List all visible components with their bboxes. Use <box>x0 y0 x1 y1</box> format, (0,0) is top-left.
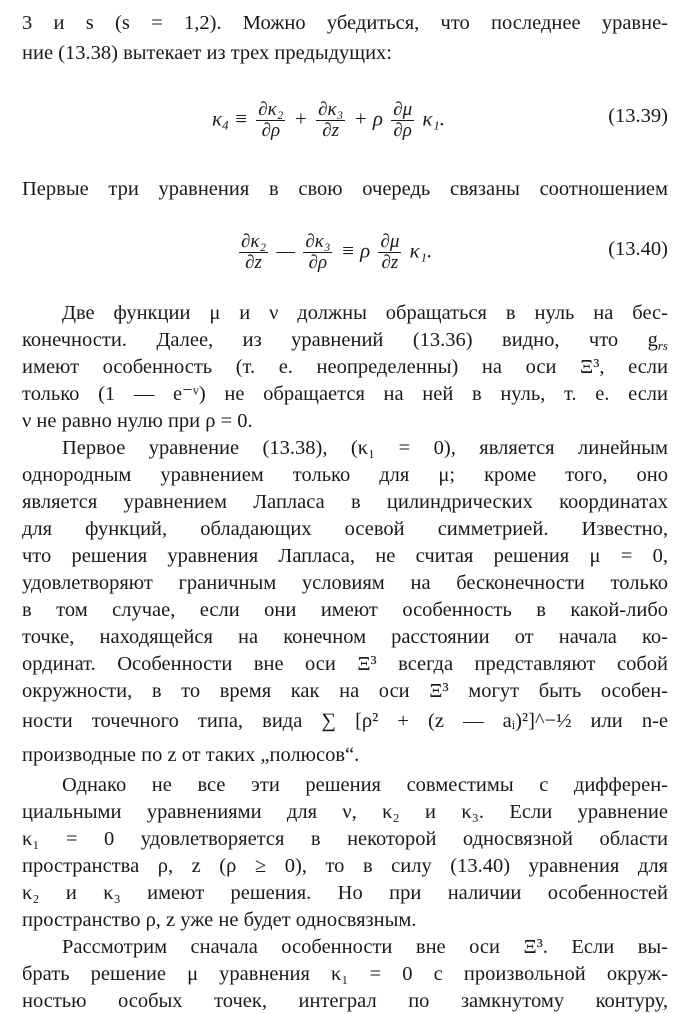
text-line: κ₁ = 0 удовлетворяется в некоторой односвязной области <box>22 828 668 850</box>
text-line: пространство ρ, z уже не будет односвязным. <box>22 909 417 931</box>
text-line: однородным уравнением только для μ; кроме того, оно <box>22 464 668 486</box>
text-line: Две функции μ и ν должны обращаться в нуль на бес- <box>62 302 668 324</box>
fraction: $\frac{\text{∂κ₂}}{\partial z}$ <box>241 231 267 273</box>
fraction: $\frac{\text{∂κ₃}}{\partial\rho}$ <box>305 231 331 273</box>
text-line: пространства ρ, z (ρ ≥ 0), то в силу (13.40) уравнения для <box>22 855 668 877</box>
minus-sign: — <box>276 238 296 263</box>
text-line: что решения уравнения Лапласа, не считая решения μ = 0, <box>22 545 668 567</box>
eq-tail: κ₁. <box>422 106 446 131</box>
text-line: 3 и s (s = 1,2). Можно убедиться, что последнее уравне- <box>22 12 668 34</box>
text-line: ние (13.38) вытекает из трех предыдущих: <box>22 42 393 64</box>
eq-tail: κ₁. <box>409 238 433 263</box>
text-line: для функций, обладающих осевой симметрией. Известно, <box>22 518 668 540</box>
text-line: брать решение μ уравнения κ₁ = 0 с произвольной окруж- <box>22 963 668 985</box>
text-line: только (1 — e⁻ᵛ) не обращается на ней в нуль, т. е. если <box>22 383 668 405</box>
text-line: κ₂ и κ₃ имеют решения. Но при наличии особенностей <box>22 882 668 904</box>
text-line: Однако не все эти решения совместимы с дифферен- <box>62 774 668 796</box>
eq-lhs: κ <box>212 106 223 131</box>
equation-13-40 <box>236 232 668 273</box>
text-line: ности точечного типа, вида ∑ [ρ² + (z — aᵢ)²]^−½ или n-е <box>22 710 668 732</box>
text-line: удовлетворяют граничным условиям на бесконечности только <box>22 572 668 594</box>
equation-number: (13.39) <box>608 105 668 127</box>
text-line: производные по z от таких „полюсов“. <box>22 744 360 766</box>
text-line: циальными уравнениями для ν, κ₂ и κ₃. Если уравнение <box>22 801 668 823</box>
identity-rho: ≡ ρ <box>340 238 371 263</box>
text-line: имеют особенность (т. е. неопределенны) на оси Ξ³, если <box>22 356 668 378</box>
text-line: точке, находящейся на конечном расстоянии от начала ко- <box>22 626 668 648</box>
equation-13-39 <box>212 100 668 141</box>
text-line: в том случае, если они имеют особенность в какой-либо <box>22 599 668 621</box>
plus-rho: + ρ <box>353 106 383 131</box>
text-line: Первые три уравнения в свою очередь связаны соотношением <box>22 178 668 200</box>
fraction: $\frac{\partial\mu}{\partial\rho}$ <box>393 99 413 141</box>
text-line: ν не равно нулю при ρ = 0. <box>22 410 253 432</box>
text-line: ординат. Особенности вне оси Ξ³ всегда представляют собой <box>22 653 668 675</box>
text-line: конечности. Далее, из уравнений (13.36) видно, что $g_{rs}$ <box>22 329 668 353</box>
fraction: $\frac{\text{∂κ₂}}{\partial\rho}$ <box>258 99 284 141</box>
text-line: окружности, в то время как на оси Ξ³ могут быть особен- <box>22 680 668 702</box>
text-line: Первое уравнение (13.38), (κ₁ = 0), является линейным <box>62 437 668 459</box>
identity-sign: ≡ <box>233 106 249 131</box>
fraction: $\frac{\partial\mu}{\partial z}$ <box>380 231 400 273</box>
equation-number: (13.40) <box>608 238 668 260</box>
text-line: является уравнением Лапласа в цилиндрических координатах <box>22 491 668 513</box>
eq-lhs-subscript: 4 <box>222 117 229 133</box>
text-line: ностью особых точек, интеграл по замкнутому контуру, <box>22 990 668 1012</box>
fraction: $\frac{\text{∂κ₃}}{\partial z}$ <box>318 99 344 141</box>
plus-sign: + <box>293 106 308 131</box>
text-line: Рассмотрим сначала особенности вне оси Ξ³. Если вы- <box>62 936 668 958</box>
g-subscript: rs <box>657 338 668 353</box>
